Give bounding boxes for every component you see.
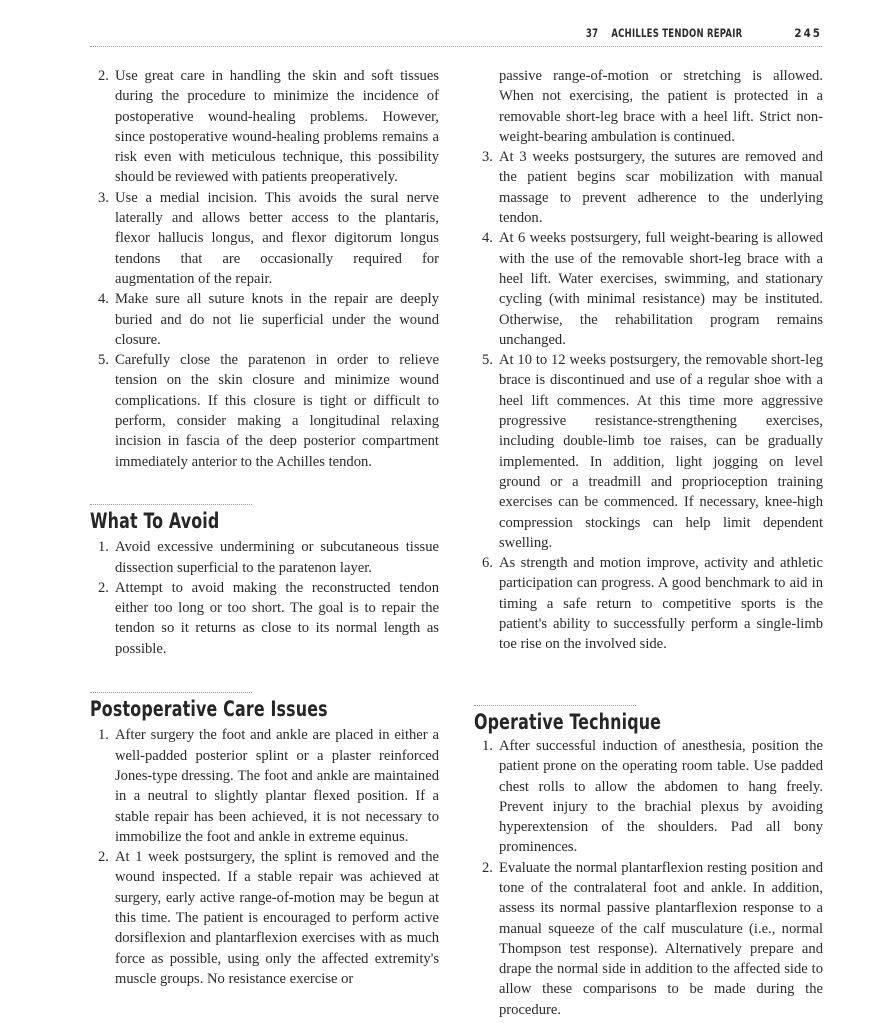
list-item — [90, 847, 439, 989]
list-item — [90, 66, 439, 188]
section-divider — [90, 504, 252, 505]
item-text: Use great care in handling the skin and soft tissues during the procedure to minimize the incidence of postoperative wound-healing problems. However, since postoperative wound-healing problems remains a risk even with meticulous technique, this possibility should be reviewed with patients preoperatively. — [115, 68, 439, 186]
postoperative-care-list — [90, 725, 439, 989]
item-text: Carefully close the paratenon in order to relieve tension on the skin closure and minimize wound complications. If this closure is tight or difficult to perform, consider making a longitudinal relaxing incision in fascia of the deep posterior compartment immediately anterior to the Achilles tendon. — [115, 352, 439, 470]
left-column — [90, 66, 439, 989]
item-text: At 10 to 12 weeks postsurgery, the removable short-leg brace is discontinued and use of a regular shoe with a heel lift commences. At this time more aggressive progressive resistance-strengthening exercises, including double-limb toe raises, can be gradually implemented. In addition, light jogging on level ground or a treadmill and proprioception training exercises can be commenced. If necessary, knee-high compression stockings can help limit dependent swelling. — [499, 352, 823, 551]
section-heading-what-to-avoid: What To Avoid — [90, 508, 220, 533]
item-number: 5. — [98, 352, 109, 369]
running-header — [90, 24, 822, 47]
postoperative-care-list-continued — [474, 66, 823, 655]
item-number: 1. — [98, 539, 109, 556]
what-to-avoid-list — [90, 537, 439, 659]
item-number: 4. — [98, 291, 109, 308]
item-text: At 6 weeks postsurgery, full weight-bearing is allowed with the use of the removable short-leg brace with a heel lift. Water exercises, swimming, and stationary cycling (with minimal resistance) may be instituted. Otherwise, the rehabilitation program remains unchanged. — [499, 230, 823, 348]
chapter-title: ACHILLES TENDON REPAIR — [611, 26, 743, 40]
item-number: 6. — [482, 555, 493, 572]
item-text: As strength and motion improve, activity and athletic participation can progress. A good benchmark to aid in timing a safe return to competitive sports is the patient's ability to successfully perform a single-limb toe rise on the involved side. — [499, 555, 823, 653]
item-number: 1. — [482, 737, 493, 754]
list-item — [474, 147, 823, 228]
item-text: After successful induction of anesthesia, position the patient prone on the operating room table. Use padded chest rolls to allow the abdomen to hang freely. Prevent injury to the brachial plexus by avoiding hyperextension of the shoulders. Pad all bony prominences. — [499, 737, 823, 856]
item-text: Use a medial incision. This avoids the sural nerve laterally and allows better access to the plantaris, flexor hallucis longus, and flexor digitorum longus tendons that are occasionally required for augmentation of the repair. — [115, 189, 439, 287]
item-number: 1. — [98, 727, 109, 744]
list-item — [90, 537, 439, 578]
operative-technique-list-continued — [90, 66, 439, 472]
section-divider — [474, 705, 636, 706]
list-item-continuation — [474, 66, 823, 147]
section-divider — [90, 692, 252, 693]
list-item — [474, 228, 823, 350]
item-number: 3. — [482, 149, 493, 166]
list-item — [90, 578, 439, 659]
item-text: Avoid excessive undermining or subcutaneous tissue dissection superficial to the paratenon layer. — [115, 539, 439, 576]
operative-technique-list — [474, 736, 823, 1020]
list-item — [474, 350, 823, 553]
item-text: At 1 week postsurgery, the splint is removed and the wound inspected. If a stable repair was achieved at surgery, early active range-of-motion may be begun at this time. The patient is encouraged to perform active dorsiflexion and plantarflexion exercises with as much force as possible, using only the affected extremity's muscle groups. No resistance exercise or — [115, 849, 439, 987]
section-heading-postoperative-care: Postoperative Care Issues — [90, 697, 328, 722]
item-text: Attempt to avoid making the reconstructed tendon either too long or too short. The goal is to repair the tendon so it returns as close to its normal length as possible. — [115, 579, 439, 657]
list-item — [474, 736, 823, 858]
item-number: 5. — [482, 352, 493, 369]
list-item — [90, 188, 439, 289]
right-column — [474, 66, 823, 1020]
list-item — [90, 289, 439, 350]
list-item — [474, 858, 823, 1020]
item-number: 2. — [98, 579, 109, 596]
list-item — [90, 350, 439, 472]
item-number: 2. — [482, 859, 493, 876]
item-number: 4. — [482, 230, 493, 247]
list-item — [90, 725, 439, 847]
page-number: 245 — [794, 26, 822, 40]
item-text: Make sure all suture knots in the repair are deeply buried and do not lie superficial under the wound closure. — [115, 291, 439, 348]
item-text: Evaluate the normal plantarflexion resting position and tone of the contralateral foot and ankle. In addition, assess its normal passive plantarflexion response to a manual squeeze of the calf musculature (i.e., normal Thompson test response). Alternatively prepare and drape the normal side in addition to the affected side to allow these comparisons to be made during the procedure. — [499, 859, 823, 1018]
item-text: After surgery the foot and ankle are placed in either a well-padded posterior splint or a plaster reinforced Jones-type dressing. The foot and ankle are maintained in a neutral to slightly plantar flexed position. If a stable repair has been achieved, it is not necessary to immobilize the foot and ankle in extreme equinus. — [115, 727, 439, 845]
chapter-number: 37 — [586, 26, 599, 40]
item-number: 3. — [98, 189, 109, 206]
item-text: passive range-of-motion or stretching is allowed. When not exercising, the patient is protected in a removable short-leg brace with a heel lift. Strict non-weight-bearing ambulation is continued. — [499, 68, 823, 145]
item-number: 2. — [98, 849, 109, 866]
list-item — [474, 553, 823, 654]
chapter-heading — [586, 26, 742, 40]
item-number: 2. — [98, 68, 109, 84]
section-heading-operative-technique: Operative Technique — [474, 709, 662, 734]
item-text: At 3 weeks postsurgery, the sutures are removed and the patient begins scar mobilization with manual massage to prevent adherence to the underlying tendon. — [499, 149, 823, 227]
